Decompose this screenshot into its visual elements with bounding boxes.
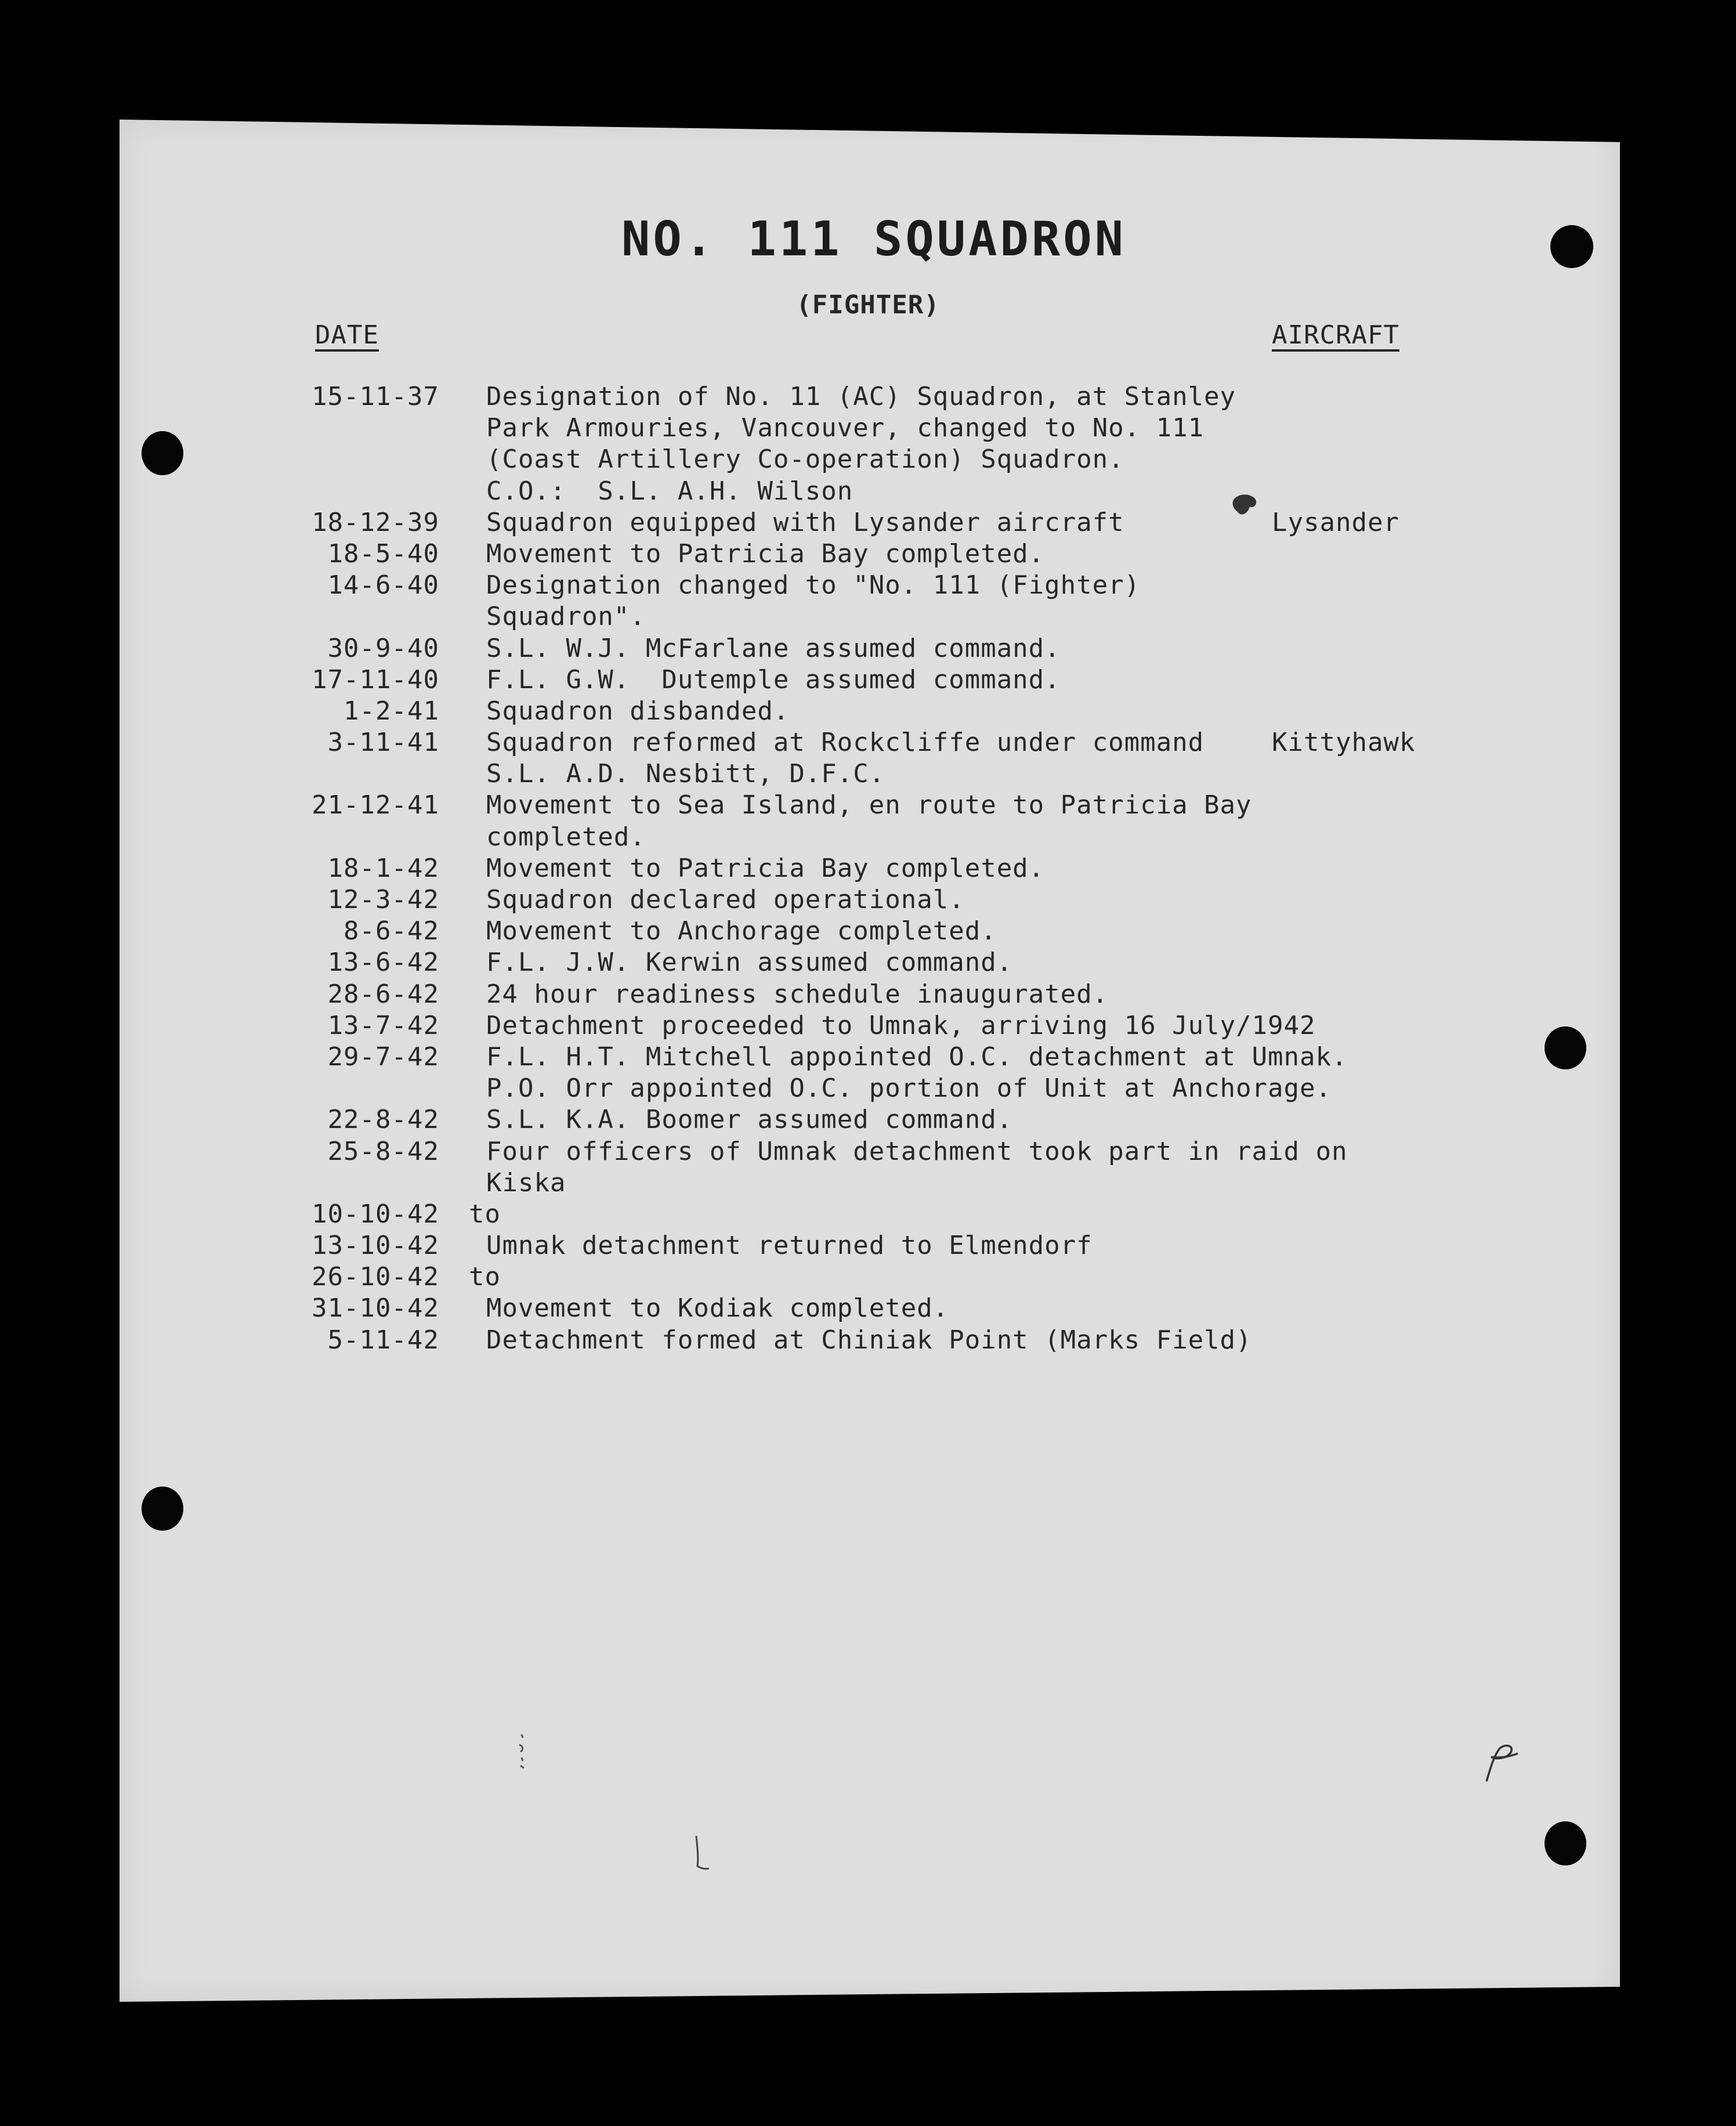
entry-row xyxy=(0,1042,1736,1073)
entry-aircraft: Lysander xyxy=(1272,507,1399,537)
entry-text: Umnak detachment returned to Elmendorf xyxy=(486,1231,1093,1261)
entry-row xyxy=(0,1105,1736,1136)
entry-text: F.L. G.W. Dutemple assumed command. xyxy=(486,664,1061,695)
entry-date: 21-12-41 xyxy=(312,790,439,820)
punch-hole-right-bottom xyxy=(1545,1821,1586,1865)
entry-date: 13-10-42 xyxy=(312,1231,439,1261)
entry-row xyxy=(0,1073,1736,1105)
entry-row xyxy=(0,854,1736,885)
entry-text: Squadron reformed at Rockcliffe under command xyxy=(486,728,1205,758)
entry-date: 14-6-40 xyxy=(327,570,439,601)
entry-row xyxy=(0,444,1736,476)
entry-text: Squadron". xyxy=(486,602,646,632)
date-column-header: DATE xyxy=(315,320,379,350)
entry-row xyxy=(0,1199,1736,1231)
entry-text: Movement to Patricia Bay completed. xyxy=(486,853,1045,883)
entry-row xyxy=(0,382,1736,413)
entry-row xyxy=(0,1293,1736,1325)
entry-row xyxy=(0,413,1736,444)
entry-row xyxy=(0,1231,1736,1262)
entry-text: to xyxy=(469,1199,501,1229)
entry-row xyxy=(0,885,1736,916)
entry-row xyxy=(0,602,1736,633)
entry-text: Detachment proceeded to Umnak, arriving 16 July/1942 xyxy=(486,1010,1316,1040)
entry-date: 15-11-37 xyxy=(312,382,439,411)
entry-row xyxy=(0,728,1736,759)
entry-row xyxy=(0,1137,1736,1168)
entry-date: 30-9-40 xyxy=(327,633,439,663)
entry-row xyxy=(0,916,1736,948)
entry-text: Four officers of Umnak detachment took part in raid on xyxy=(486,1136,1348,1166)
entry-text: S.L. A.D. Nesbitt, D.F.C. xyxy=(486,759,885,789)
entry-date: 13-7-42 xyxy=(327,1010,439,1040)
entry-row xyxy=(0,1325,1736,1357)
entry-text: S.L. K.A. Boomer assumed command. xyxy=(486,1105,1013,1135)
entry-row xyxy=(0,1262,1736,1293)
entry-text: Movement to Anchorage completed. xyxy=(486,916,997,946)
entry-row xyxy=(0,759,1736,790)
entry-date: 22-8-42 xyxy=(327,1105,439,1135)
aircraft-column-header: AIRCRAFT xyxy=(1272,320,1399,350)
entry-date: 18-1-42 xyxy=(327,853,439,883)
entry-date: 12-3-42 xyxy=(327,885,439,914)
entry-date: 31-10-42 xyxy=(312,1293,439,1324)
entry-text: Squadron equipped with Lysander aircraft xyxy=(486,507,1124,537)
entry-date: 28-6-42 xyxy=(327,979,439,1009)
entry-text: 24 hour readiness schedule inaugurated. xyxy=(486,979,1109,1009)
entry-text: (Coast Artillery Co-operation) Squadron. xyxy=(486,444,1124,475)
entry-row xyxy=(0,539,1736,570)
entry-text: S.L. W.J. McFarlane assumed command. xyxy=(486,633,1061,663)
entry-row xyxy=(0,1168,1736,1199)
entry-text: C.O.: S.L. A.H. Wilson xyxy=(486,476,853,506)
entry-date: 25-8-42 xyxy=(327,1136,439,1166)
entry-row xyxy=(0,634,1736,665)
entry-row xyxy=(0,1011,1736,1042)
entry-date: 3-11-41 xyxy=(327,728,439,758)
entry-text: Kiska xyxy=(486,1167,566,1198)
pencil-tick-mark xyxy=(692,1834,715,1874)
pencil-squiggle-mark xyxy=(513,1732,531,1778)
entry-text: Park Armouries, Vancouver, changed to No. 111 xyxy=(486,413,1205,443)
entry-text: Squadron disbanded. xyxy=(486,696,790,726)
entry-date: 17-11-40 xyxy=(312,664,439,695)
entry-date: 29-7-42 xyxy=(327,1042,439,1072)
entry-row xyxy=(0,665,1736,696)
entry-row xyxy=(0,696,1736,728)
entry-row xyxy=(0,790,1736,822)
entry-aircraft: Kittyhawk xyxy=(1272,728,1416,758)
entry-date: 18-12-39 xyxy=(312,507,439,537)
entry-text: Detachment formed at Chiniak Point (Marks Field) xyxy=(486,1325,1252,1355)
entry-date: 26-10-42 xyxy=(312,1262,439,1292)
entry-text: F.L. J.W. Kerwin assumed command. xyxy=(486,948,1013,978)
page-title: NO. 111 SQUADRON xyxy=(621,212,1126,267)
entry-text: F.L. H.T. Mitchell appointed O.C. detachment at Umnak. xyxy=(486,1042,1348,1072)
page-subtitle: (FIGHTER) xyxy=(796,290,940,320)
entry-text: Movement to Kodiak completed. xyxy=(486,1293,949,1324)
entry-row xyxy=(0,948,1736,979)
entry-text: to xyxy=(469,1262,501,1292)
entry-text: Movement to Sea Island, en route to Patricia Bay xyxy=(486,790,1252,820)
entry-row xyxy=(0,979,1736,1011)
entry-date: 18-5-40 xyxy=(327,538,439,569)
entry-date: 10-10-42 xyxy=(312,1199,439,1229)
entry-text: completed. xyxy=(486,822,646,852)
entry-row xyxy=(0,508,1736,539)
pencil-initial-mark xyxy=(1478,1740,1525,1786)
entry-row xyxy=(0,822,1736,854)
punch-hole-left-lower xyxy=(142,1487,183,1531)
entry-row xyxy=(0,570,1736,602)
history-entries xyxy=(0,382,1736,1357)
entry-row xyxy=(0,476,1736,508)
entry-date: 13-6-42 xyxy=(327,948,439,978)
entry-text: Movement to Patricia Bay completed. xyxy=(486,538,1045,569)
entry-text: Designation changed to "No. 111 (Fighter) xyxy=(486,570,1141,601)
entry-date: 1-2-41 xyxy=(343,696,439,726)
entry-text: P.O. Orr appointed O.C. portion of Unit at Anchorage. xyxy=(486,1073,1332,1104)
entry-text: Designation of No. 11 (AC) Squadron, at Stanley xyxy=(486,382,1236,411)
entry-text: Squadron declared operational. xyxy=(486,885,965,914)
entry-date: 8-6-42 xyxy=(343,916,439,946)
entry-date: 5-11-42 xyxy=(327,1325,439,1355)
